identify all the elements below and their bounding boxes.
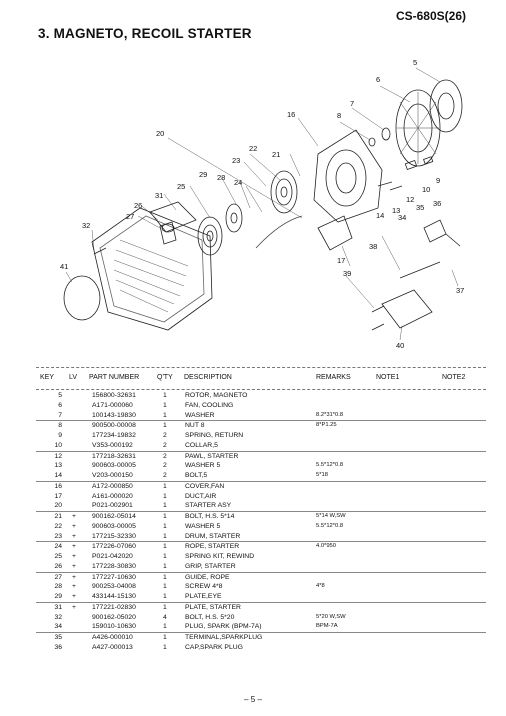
cell-remarks: 4*8 [316, 583, 325, 590]
table-row [36, 602, 486, 613]
callout-7: 7 [350, 99, 355, 108]
table-row [36, 572, 486, 583]
callout-5: 5 [413, 58, 418, 67]
cell-description: NUT 8 [185, 422, 205, 430]
cell-part-number: A427-000013 [92, 643, 133, 651]
cell-description: WASHER 5 [185, 522, 221, 530]
cell-remarks: 5.5*12*0.8 [316, 462, 344, 469]
table-row [36, 562, 486, 572]
table-row [36, 501, 486, 511]
cell-description: BOLT, H.S. 5*14 [185, 513, 235, 520]
cell-remarks: 4.0*950 [316, 543, 336, 550]
cell-description: BOLT,5 [185, 472, 208, 479]
cell-qty: 1 [163, 502, 167, 510]
cell-description: WASHER [185, 411, 215, 419]
cell-remarks: BPM-7A [316, 623, 338, 630]
cell-part-number: 177218-32631 [92, 452, 136, 460]
callout-38: 38 [369, 242, 378, 251]
callout-14: 14 [376, 211, 385, 220]
cell-part-number: 100143-19830 [92, 411, 136, 419]
table-top-rule [36, 367, 486, 368]
callout-8: 8 [337, 111, 342, 120]
cell-part-number: 177228-30830 [92, 562, 136, 570]
cell-key: 10 [54, 441, 62, 449]
cell-level: + [72, 593, 76, 600]
cell-level: + [72, 573, 76, 581]
cover-disc-drawing [64, 276, 100, 320]
parts-table-body [36, 391, 486, 653]
cell-key: 8 [58, 422, 62, 430]
cell-level: + [72, 522, 76, 530]
callout-16: 16 [287, 110, 296, 119]
cell-key: 5 [58, 392, 62, 399]
callout-21: 21 [272, 150, 281, 159]
cell-qty: 1 [163, 522, 167, 530]
table-row [36, 613, 486, 623]
table-row [36, 401, 486, 411]
cell-qty: 1 [163, 513, 167, 520]
cell-qty: 1 [163, 543, 167, 551]
cell-level: + [72, 543, 76, 551]
cell-key: 34 [54, 623, 62, 631]
cell-key: 7 [58, 411, 62, 419]
cell-qty: 1 [163, 422, 167, 430]
cell-remarks: 5.5*12*0.8 [316, 522, 344, 529]
table-row [36, 461, 486, 471]
cell-description: ROTOR, MAGNETO [185, 392, 248, 399]
cell-qty: 1 [163, 492, 167, 500]
cell-qty: 1 [163, 583, 167, 591]
cell-qty: 1 [163, 634, 167, 641]
callout-37: 37 [456, 286, 465, 295]
table-row [36, 552, 486, 562]
table-row [36, 643, 486, 653]
callout-32: 32 [82, 221, 91, 230]
air-duct-drawing [318, 216, 352, 250]
table-row [36, 420, 486, 431]
ignition-coil-drawing [382, 290, 432, 328]
cell-description: PAWL, STARTER [185, 452, 239, 460]
table-row [36, 511, 486, 522]
callout-34: 34 [398, 213, 407, 222]
header-part-number: PART NUMBER [89, 374, 140, 381]
table-row [36, 492, 486, 502]
cell-level: + [72, 513, 76, 520]
callout-13: 13 [392, 206, 401, 215]
cell-part-number: V203-000150 [92, 472, 133, 479]
table-row [36, 431, 486, 441]
table-row [36, 451, 486, 462]
cell-part-number: 177215-32330 [92, 532, 136, 540]
cell-part-number: A426-000010 [92, 634, 133, 641]
cell-description: SPRING, RETURN [185, 432, 244, 439]
cell-part-number: A171-000060 [92, 401, 133, 409]
cell-key: 12 [54, 452, 62, 460]
cell-key: 27 [54, 573, 62, 581]
table-row [36, 582, 486, 592]
cell-description: FAN, COOLING [185, 401, 234, 409]
callout-9: 9 [436, 176, 441, 185]
cell-qty: 1 [163, 573, 167, 581]
cell-part-number: P021-002901 [92, 502, 133, 510]
cell-level: + [72, 532, 76, 540]
table-row [36, 471, 486, 481]
magneto-rotor-drawing [430, 80, 462, 132]
cell-part-number: 433144-15130 [92, 593, 136, 600]
callout-17: 17 [337, 256, 346, 265]
cell-description: PLATE, STARTER [185, 603, 241, 611]
table-row [36, 592, 486, 602]
cell-qty: 1 [163, 623, 167, 631]
cell-part-number: 900500-00008 [92, 422, 136, 430]
cell-level: + [72, 562, 76, 570]
cell-description: ROPE, STARTER [185, 543, 240, 551]
cell-part-number: 900253-04008 [92, 583, 136, 591]
cell-qty: 1 [163, 643, 167, 651]
callout-10: 10 [422, 185, 431, 194]
cell-qty: 2 [163, 432, 167, 439]
table-row [36, 622, 486, 632]
cell-level: + [72, 603, 76, 611]
callout-41: 41 [60, 262, 69, 271]
cell-key: 25 [54, 553, 62, 560]
cell-key: 31 [54, 603, 62, 611]
table-row [36, 481, 486, 492]
table-row [36, 411, 486, 421]
cell-level: + [72, 583, 76, 591]
callout-36: 36 [433, 199, 442, 208]
cell-description: SPRING KIT, REWIND [185, 553, 255, 560]
callout-31: 31 [155, 191, 164, 200]
cell-key: 14 [54, 472, 62, 479]
cell-qty: 1 [163, 553, 167, 560]
cell-part-number: 900162-05014 [92, 513, 136, 520]
callout-40: 40 [396, 341, 405, 350]
cell-description: TERMINAL,SPARKPLUG [185, 634, 263, 641]
cell-part-number: 900603-00005 [92, 462, 136, 470]
callout-27: 27 [126, 212, 135, 221]
cell-description: DUCT,AIR [185, 492, 217, 500]
header-note1: NOTE1 [376, 374, 400, 381]
cell-part-number: 177227-10630 [92, 573, 136, 581]
cell-key: 26 [54, 562, 62, 570]
table-row [36, 391, 486, 401]
cell-key: 22 [54, 522, 62, 530]
callout-39: 39 [343, 269, 352, 278]
callout-22: 22 [249, 144, 258, 153]
cell-qty: 2 [163, 472, 167, 479]
cell-qty: 2 [163, 462, 167, 470]
cell-description: GRIP, STARTER [185, 562, 236, 570]
cell-part-number: A161-000020 [92, 492, 133, 500]
cell-description: COLLAR,5 [185, 441, 218, 449]
cell-description: WASHER 5 [185, 462, 221, 470]
cell-qty: 2 [163, 441, 167, 449]
cell-key: 9 [58, 432, 62, 439]
callout-28: 28 [217, 173, 226, 182]
callout-6: 6 [376, 75, 381, 84]
cell-remarks: 5*18 [316, 472, 328, 478]
callout-35: 35 [416, 203, 425, 212]
exploded-parts-diagram [0, 50, 506, 360]
cell-part-number: P021-042020 [92, 553, 133, 560]
cell-part-number: 159010-10630 [92, 623, 136, 631]
cell-key: 32 [54, 613, 62, 621]
cell-key: 16 [54, 482, 62, 490]
table-row [36, 541, 486, 552]
callout-20: 20 [156, 129, 165, 138]
cell-key: 35 [54, 634, 62, 641]
cell-key: 23 [54, 532, 62, 540]
cell-qty: 1 [163, 392, 167, 399]
callout-12: 12 [406, 195, 415, 204]
starter-pulley-drawing [271, 171, 297, 213]
header-note2: NOTE2 [442, 374, 466, 381]
cell-description: PLATE,EYE [185, 593, 222, 600]
callout-26: 26 [134, 201, 143, 210]
cell-description: CAP,SPARK PLUG [185, 643, 243, 651]
cell-key: 17 [54, 492, 62, 500]
table-row [36, 441, 486, 451]
table-row [36, 632, 486, 643]
callout-25: 25 [177, 182, 186, 191]
cell-part-number: V353-000192 [92, 441, 133, 449]
cell-key: 6 [58, 401, 62, 409]
cell-qty: 1 [163, 532, 167, 540]
parts-table-header [36, 374, 486, 386]
cell-part-number: 177226-07060 [92, 543, 136, 551]
cell-part-number: A172-000850 [92, 482, 133, 490]
cell-qty: 1 [163, 482, 167, 490]
cell-part-number: 177234-19832 [92, 432, 136, 439]
table-row [36, 522, 486, 532]
cell-part-number: 900162-05020 [92, 613, 136, 621]
cell-remarks: 5*14 W,SW [316, 513, 346, 519]
header-qty: Q'TY [157, 374, 173, 381]
cell-qty: 1 [163, 401, 167, 409]
cell-key: 13 [54, 462, 62, 470]
cell-description: GUIDE, ROPE [185, 573, 230, 581]
cell-key: 36 [54, 643, 62, 651]
cell-qty: 4 [163, 613, 167, 621]
cell-qty: 2 [163, 452, 167, 460]
cell-qty: 1 [163, 411, 167, 419]
page-number: – 5 – [244, 695, 262, 704]
table-header-rule [36, 389, 486, 390]
cell-qty: 1 [163, 593, 167, 600]
cell-description: STARTER ASY [185, 502, 232, 510]
header-key: KEY [40, 374, 55, 381]
starter-housing-drawing [92, 208, 212, 330]
cell-description: SCREW 4*8 [185, 583, 223, 591]
cell-remarks: 8*P1.25 [316, 422, 337, 429]
cell-description: PLUG, SPARK (BPM-7A) [185, 623, 262, 631]
cell-key: 28 [54, 583, 62, 591]
table-row [36, 532, 486, 542]
cell-description: COVER,FAN [185, 482, 225, 490]
header-remarks: REMARKS [316, 374, 351, 381]
cell-key: 24 [54, 543, 62, 551]
cell-part-number: 156800-32631 [92, 392, 136, 399]
cell-remarks: 5*20 W,SW [316, 613, 346, 620]
callout-23: 23 [232, 156, 241, 165]
header-description: DESCRIPTION [184, 374, 232, 381]
callout-29: 29 [199, 170, 208, 179]
spark-plug-drawing [424, 220, 446, 242]
section-title: 3. MAGNETO, RECOIL STARTER [38, 26, 252, 41]
fan-cover-drawing [314, 130, 385, 222]
cell-qty: 1 [163, 603, 167, 611]
cell-remarks: 8.2*31*0.8 [316, 411, 344, 418]
cell-level: + [72, 553, 76, 560]
model-code: CS-680S(26) [395, 9, 466, 23]
cell-part-number: 177221-02830 [92, 603, 136, 611]
cell-description: DRUM, STARTER [185, 532, 241, 540]
cell-description: BOLT, H.S. 5*20 [185, 613, 235, 621]
cell-key: 20 [54, 502, 62, 510]
cell-part-number: 900603-00005 [92, 522, 136, 530]
starter-drum-drawing [226, 204, 242, 232]
cell-qty: 1 [163, 562, 167, 570]
cell-key: 29 [54, 593, 62, 600]
cell-key: 21 [54, 513, 62, 520]
header-lv: LV [69, 374, 78, 381]
callout-24: 24 [234, 178, 243, 187]
